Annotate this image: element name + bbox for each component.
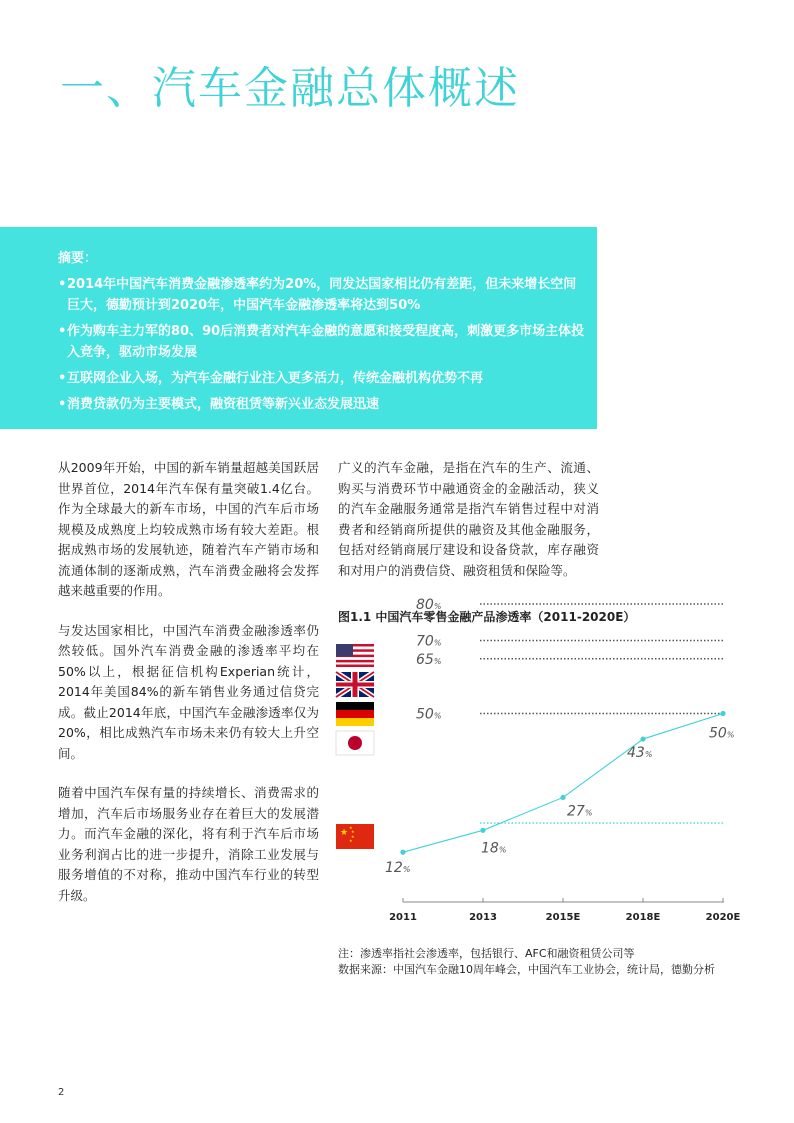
- reference-label: 50%: [416, 706, 442, 723]
- body-paragraph: 随着中国汽车保有量的持续增长、消费需求的增加，汽车后市场服务业存在着巨大的发展潜力。而汽车金融的深化，将有利于汽车后市场业务利润占比的进一步提升，消除工业发展与服务增值的不对称，推动中国汽车行业的转型升级。: [58, 785, 319, 903]
- summary-item: [58, 368, 587, 389]
- bullet: •: [58, 397, 67, 412]
- x-tick-label: 2013: [469, 912, 497, 923]
- summary-item: [58, 321, 587, 363]
- summary-item-text: 2014年中国汽车消费金融渗透率约为20%，同发达国家相比仍有差距，但未来增长空间巨大，德勤预计到2020年，中国汽车金融渗透率将达到50%: [67, 277, 577, 313]
- summary-box: [0, 227, 597, 429]
- data-label: 18%: [481, 840, 507, 857]
- data-label: 43%: [627, 745, 653, 762]
- japan-flag-icon: [336, 731, 374, 755]
- x-tick-label: 2015E: [545, 912, 581, 923]
- body-paragraph: 与发达国家相比，中国汽车消费金融渗透率仍然较低。国外汽车消费金融的渗透率平均在50%以上，根据征信机构Experian统计，2014年美国84%的新车销售业务通过信贷完成。截止2014年底，中国汽车金融渗透率仅为20%，相比成熟汽车市场未来仍有较大上升空间。: [58, 622, 319, 761]
- data-point: [640, 736, 645, 741]
- data-point: [480, 828, 485, 833]
- body-paragraph: 从2009年开始，中国的新车销量超越美国跃居世界首位，2014年汽车保有量突破1.4亿台。作为全球最大的新车市场，中国的汽车后市场规模及成熟度上均较成熟市场有较大差距。根据成熟市场的发展轨迹，随着汽车产销市场和流通体制的逐渐成熟，汽车消费金融将会发挥越来越重要的作用。: [58, 460, 319, 598]
- body-left-column: [58, 458, 319, 925]
- body-paragraph: 广义的汽车金融，是指在汽车的生产、流通、购买与消费环节中融通资金的金融活动，狭义的汽车金融服务通常是指汽车销售过程中对消费者和经销商所提供的融资及其他金融服务，包括对经销商展厅建设和设备贷款，库存融资和对用户的消费信贷、融资租赁和保险等。: [338, 460, 599, 578]
- page-number: 2: [58, 1087, 65, 1098]
- data-label: 27%: [567, 803, 593, 820]
- reference-label: 80%: [416, 597, 442, 613]
- page-title: 一、汽车金融总体概述: [60, 63, 520, 114]
- summary-item-text: 作为购车主力军的80、90后消费者对汽车金融的意愿和接受程度高，刺激更多市场主体投入竞争，驱动市场发展: [67, 324, 585, 360]
- data-label: 50%: [709, 725, 735, 742]
- svg-text:★: ★: [351, 829, 355, 834]
- bullet: •: [58, 277, 67, 292]
- source-line: 数据来源：中国汽车金融10周年峰会，中国汽车工业协会，统计局，德勤分析: [338, 963, 715, 976]
- germany-flag-icon: [336, 702, 374, 726]
- summary-list: [58, 274, 597, 415]
- reference-label: 70%: [416, 633, 442, 650]
- figure-notes: [338, 946, 715, 978]
- summary-item-text: 消费贷款仍为主要模式，融资租赁等新兴业态发展迅速: [67, 397, 380, 412]
- uk-flag-icon: [336, 672, 374, 697]
- svg-text:★: ★: [340, 828, 349, 838]
- x-tick-label: 2020E: [705, 912, 741, 923]
- figure-title: 图1.1 中国汽车零售金融产品渗透率（2011-2020E）: [338, 610, 636, 624]
- summary-item: [58, 394, 587, 415]
- data-point: [560, 795, 565, 800]
- body-right-column: [338, 458, 599, 600]
- svg-text:★: ★: [349, 838, 353, 843]
- x-tick-label: 2011: [389, 912, 417, 923]
- chart-plot-area: [385, 597, 740, 923]
- us-flag-icon: [336, 644, 374, 667]
- svg-text:★: ★: [351, 834, 355, 839]
- summary-item: [58, 274, 587, 316]
- bullet: •: [58, 324, 67, 339]
- x-tick-label: 2018E: [625, 912, 661, 923]
- data-point: [720, 711, 725, 716]
- bullet: •: [58, 371, 67, 386]
- china-flag-icon: [336, 824, 374, 849]
- data-point: [400, 850, 405, 855]
- data-label: 12%: [385, 860, 411, 877]
- svg-text:★: ★: [349, 825, 353, 830]
- reference-label: 65%: [416, 651, 442, 668]
- summary-heading: 摘要：: [58, 251, 98, 266]
- note-line: 注：渗透率指社会渗透率，包括银行、AFC和融资租赁公司等: [338, 947, 635, 960]
- summary-item-text: 互联网企业入场，为汽车金融行业注入更多活力，传统金融机构优势不再: [67, 371, 484, 386]
- series-line: [403, 714, 723, 853]
